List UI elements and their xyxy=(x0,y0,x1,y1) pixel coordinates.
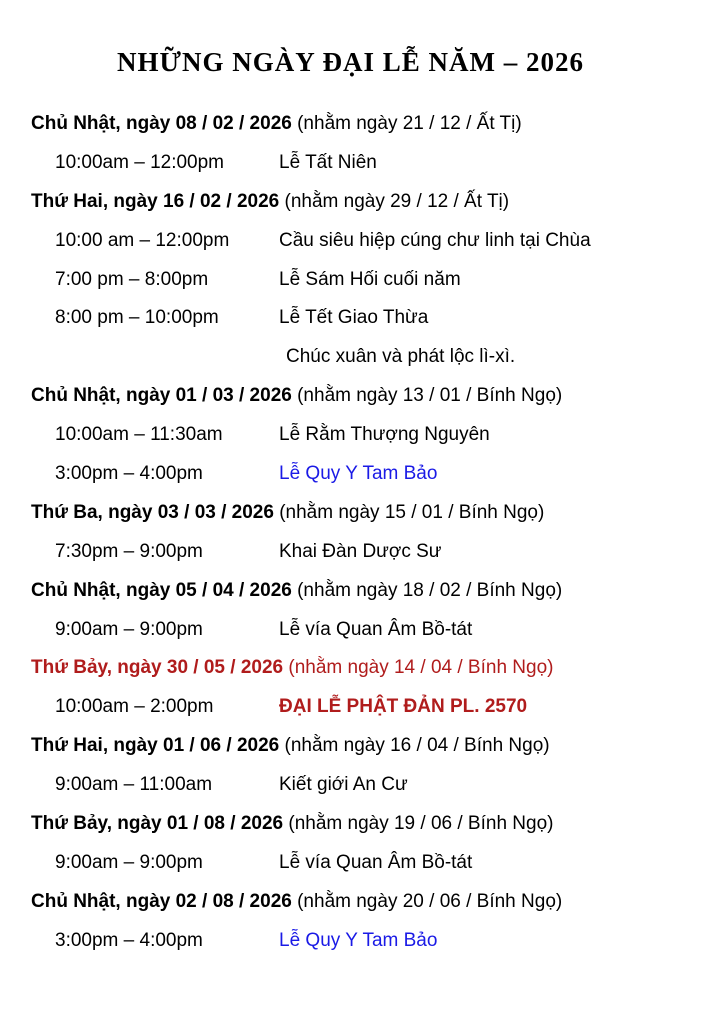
day-date: Chủ Nhật, ngày 02 / 08 / 2026 xyxy=(31,890,292,912)
event-row xyxy=(31,922,696,961)
event-row xyxy=(31,416,696,455)
event-time: 7:30pm – 9:00pm xyxy=(55,540,203,562)
event-row xyxy=(31,766,696,805)
event-time: 9:00am – 9:00pm xyxy=(55,618,203,640)
day-heading xyxy=(31,649,696,688)
event-time: 10:00am – 11:30am xyxy=(55,424,223,446)
event-time: 10:00am – 12:00pm xyxy=(55,151,225,173)
day-heading xyxy=(31,805,696,844)
event-row xyxy=(31,222,696,261)
lunar-date: (nhằm ngày 13 / 01 / Bính Ngọ) xyxy=(291,385,563,407)
event-name: Lễ Quy Y Tam Bảo xyxy=(279,463,438,485)
event-time: 7:00 pm – 8:00pm xyxy=(55,268,209,290)
event-name: Lễ Tết Giao Thừa xyxy=(279,307,429,329)
day-heading xyxy=(31,727,696,766)
schedule-list xyxy=(31,105,696,961)
event-row xyxy=(31,611,696,650)
event-time: 3:00pm – 4:00pm xyxy=(55,463,203,485)
event-name: Cầu siêu hiệp cúng chư linh tại Chùa xyxy=(279,229,591,251)
event-time: 9:00am – 9:00pm xyxy=(55,851,203,873)
event-time: 9:00am – 11:00am xyxy=(55,774,213,796)
day-date: Chủ Nhật, ngày 08 / 02 / 2026 xyxy=(31,113,292,134)
lunar-date: (nhằm ngày 21 / 12 / Ất Tị) xyxy=(291,113,522,134)
event-row xyxy=(31,533,696,572)
event-name: Chúc xuân và phát lộc lì-xì. xyxy=(286,346,516,368)
lunar-date: (nhằm ngày 16 / 04 / Bính Ngọ) xyxy=(279,735,550,757)
event-row xyxy=(31,844,696,883)
day-date: Chủ Nhật, ngày 01 / 03 / 2026 xyxy=(31,385,292,407)
lunar-date: (nhằm ngày 29 / 12 / Ất Tị) xyxy=(279,190,510,212)
event-time: 3:00pm – 4:00pm xyxy=(55,929,203,951)
lunar-date: (nhằm ngày 18 / 02 / Bính Ngọ) xyxy=(291,579,563,601)
day-heading xyxy=(31,883,696,922)
day-date: Thứ Bảy, ngày 30 / 05 / 2026 xyxy=(31,657,284,679)
day-date: Thứ Ba, ngày 03 / 03 / 2026 xyxy=(31,501,274,523)
event-name: Kiết giới An Cư xyxy=(279,774,408,796)
day-date: Thứ Hai, ngày 01 / 06 / 2026 xyxy=(31,735,280,757)
event-time: 8:00 pm – 10:00pm xyxy=(55,307,219,329)
day-date: Thứ Hai, ngày 16 / 02 / 2026 xyxy=(31,190,280,212)
day-heading xyxy=(31,183,696,222)
event-name: Lễ Quy Y Tam Bảo xyxy=(279,929,438,951)
event-name: Lễ Tất Niên xyxy=(279,151,377,173)
event-name: Khai Đàn Dược Sư xyxy=(279,540,442,562)
event-row xyxy=(31,299,696,338)
event-row xyxy=(31,144,696,183)
lunar-date: (nhằm ngày 20 / 06 / Bính Ngọ) xyxy=(291,890,563,912)
day-date: Thứ Bảy, ngày 01 / 08 / 2026 xyxy=(31,813,284,835)
event-name: Lễ Rằm Thượng Nguyên xyxy=(279,424,490,446)
event-name: ĐẠI LỄ PHẬT ĐẢN PL. 2570 xyxy=(279,696,528,718)
event-row xyxy=(31,688,696,727)
event-name: Lễ vía Quan Âm Bồ-tát xyxy=(279,618,473,640)
page-title: NHỮNG NGÀY ĐẠI LỄ NĂM – 2026 xyxy=(117,47,584,77)
lunar-date: (nhằm ngày 14 / 04 / Bính Ngọ) xyxy=(283,657,554,679)
lunar-date: (nhằm ngày 19 / 06 / Bính Ngọ) xyxy=(283,813,554,835)
event-row xyxy=(31,455,696,494)
event-time: 10:00am – 2:00pm xyxy=(55,696,214,718)
lunar-date: (nhằm ngày 15 / 01 / Bính Ngọ) xyxy=(273,501,545,523)
day-date: Chủ Nhật, ngày 05 / 04 / 2026 xyxy=(31,579,292,601)
event-row xyxy=(31,261,696,300)
day-heading xyxy=(31,494,696,533)
day-heading xyxy=(31,572,696,611)
day-heading xyxy=(31,105,696,144)
event-name: Lễ Sám Hối cuối năm xyxy=(279,268,461,290)
event-row xyxy=(31,338,696,377)
event-time: 10:00 am – 12:00pm xyxy=(55,229,230,251)
day-heading xyxy=(31,377,696,416)
event-name: Lễ vía Quan Âm Bồ-tát xyxy=(279,851,473,873)
